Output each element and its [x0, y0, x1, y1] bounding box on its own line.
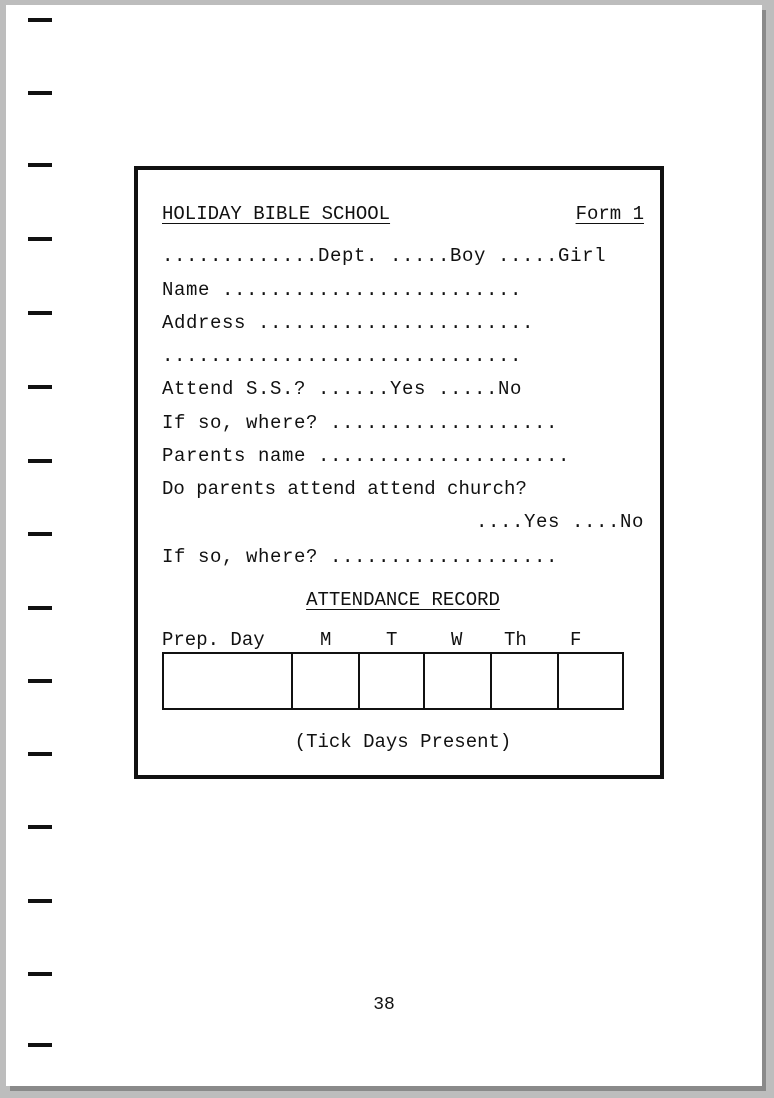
day-label-fri: F [570, 629, 582, 651]
page-number: 38 [373, 995, 395, 1015]
address-field[interactable]: Address ....................... [162, 312, 535, 334]
attendance-cell-tue[interactable] [358, 654, 423, 708]
parents-attend-question: Do parents attend attend church? [162, 478, 527, 500]
day-label-tue: T [386, 629, 398, 651]
day-label-mon: M [320, 629, 332, 651]
attendance-cell-mon[interactable] [291, 654, 358, 708]
margin-dash [28, 163, 52, 167]
margin-dash [28, 459, 52, 463]
church-where-field[interactable]: If so, where? ................... [162, 546, 559, 568]
attendance-cell-thu[interactable] [490, 654, 557, 708]
document-page [6, 5, 762, 1086]
form-header [162, 200, 644, 228]
tick-note: (Tick Days Present) [294, 731, 512, 753]
attendance-cell-wed[interactable] [423, 654, 490, 708]
registration-form [134, 166, 664, 779]
attendance-cell-fri[interactable] [557, 654, 622, 708]
margin-dash [28, 91, 52, 95]
margin-dash [28, 899, 52, 903]
attendance-cell-prep[interactable] [164, 654, 291, 708]
margin-dash [28, 752, 52, 756]
margin-dash [28, 606, 52, 610]
margin-dash [28, 1043, 52, 1047]
form-number: Form 1 [575, 203, 644, 225]
attend-ss-field[interactable]: Attend S.S.? ......Yes .....No [162, 378, 523, 400]
day-label-wed: W [451, 629, 463, 651]
attendance-grid [162, 652, 624, 710]
address-field-line2[interactable]: .............................. [162, 345, 523, 367]
margin-dash [28, 237, 52, 241]
parents-name-field[interactable]: Parents name ..................... [162, 445, 571, 467]
parents-attend-options[interactable]: ....Yes ....No [475, 511, 644, 533]
ss-where-field[interactable]: If so, where? ................... [162, 412, 559, 434]
margin-dash [28, 972, 52, 976]
margin-dash [28, 532, 52, 536]
margin-dash [28, 825, 52, 829]
name-field[interactable]: Name ......................... [162, 279, 523, 301]
margin-dash [28, 18, 52, 22]
margin-dash [28, 679, 52, 683]
day-label-prep: Prep. Day [162, 629, 265, 651]
form-title: HOLIDAY BIBLE SCHOOL [162, 203, 391, 225]
margin-dash [28, 385, 52, 389]
day-label-thu: Th [504, 629, 527, 651]
margin-dash [28, 311, 52, 315]
attendance-heading: ATTENDANCE RECORD [306, 589, 500, 611]
dept-line[interactable]: .............Dept. .....Boy .....Girl [162, 245, 607, 267]
